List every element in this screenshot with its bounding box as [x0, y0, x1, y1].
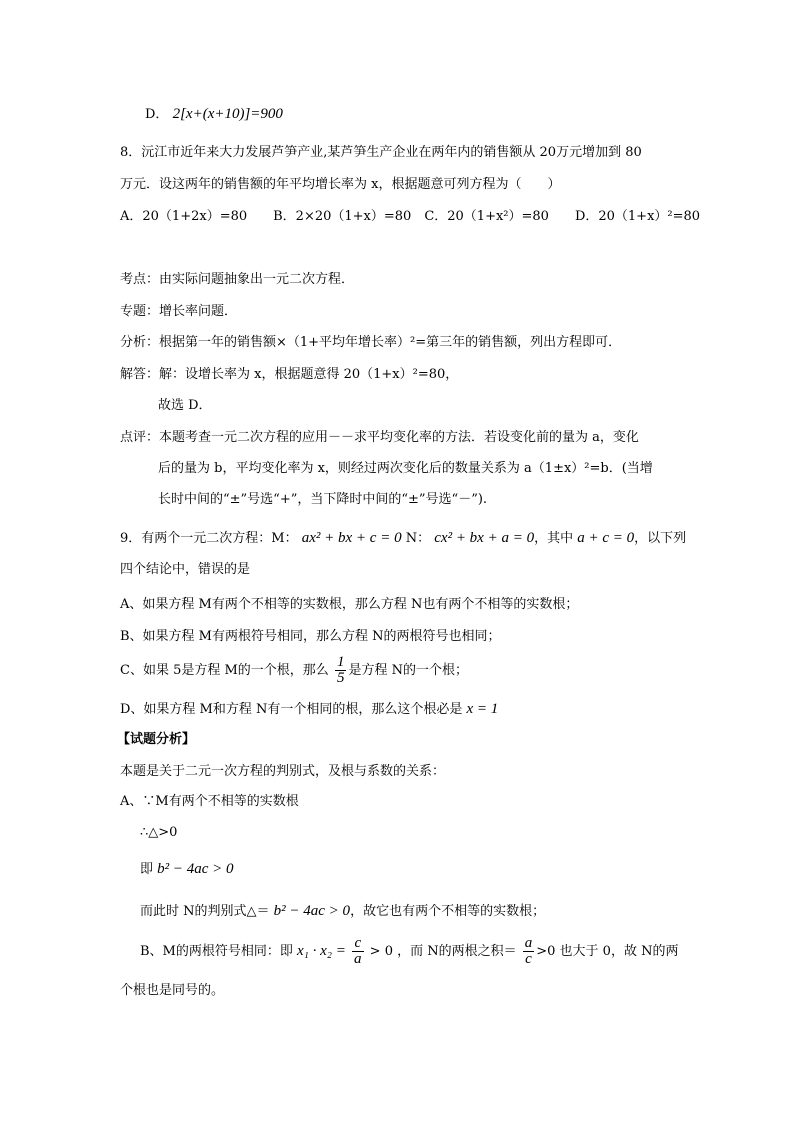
analysis-a-line1: A、∵M有两个不相等的实数根	[120, 794, 299, 809]
q9-equation-n: cx² + bx + a = 0	[434, 530, 535, 546]
analysis-b-fraction1-denominator: a	[354, 951, 362, 967]
q9-option-c-denominator: 5	[336, 670, 345, 686]
q8-dianping-line3: 长时中间的“±”号选“+”，当下降时中间的“±”号选“－”).	[158, 492, 488, 507]
analysis-b-fraction2-denominator: c	[525, 951, 532, 967]
analysis-b-line1-post: >0 也大于 0，故 N的两	[536, 944, 679, 959]
q8-dianping-line1: 点评：本题考查一元二次方程的应用－－求平均变化率的方法．若设变化前的量为 a，变化	[120, 430, 639, 445]
q9-equation-m: ax² + bx + c = 0	[301, 530, 402, 546]
analysis-b-fraction1-numerator: c	[352, 936, 364, 952]
q8-guxuan: 故选 D．	[158, 398, 212, 413]
q8-fenxi: 分析：根据第一年的销售额×（1+平均年增长率）²=第三年的销售额，列出方程即可．	[120, 335, 622, 350]
q7-option-d	[145, 104, 283, 125]
q8-stem-line1: 8．沅江市近年来大力发展芦笋产业,某芦笋生产企业在两年内的销售额从 20万元增加到 80	[120, 145, 642, 160]
q9-option-a: A、如果方程 M有两个不相等的实数根，那么方程 N也有两个不相等的实数根；	[120, 597, 579, 612]
analysis-a-line4-pre: 而此时 N的判别式△＝	[140, 904, 270, 919]
analysis-b-line1	[140, 936, 678, 967]
q9-option-d	[120, 699, 498, 720]
analysis-intro: 本题是关于二元一次方程的判别式，及根与系数的关系：	[120, 764, 446, 779]
q9-stem-a: 9．有两个一元二次方程：M：	[120, 531, 298, 546]
analysis-title: 【试题分析】	[117, 732, 196, 747]
q9-stem-line1	[120, 528, 686, 549]
q8-zhuanti: 专题：增长率问题．	[120, 304, 238, 319]
q8-kaodian: 考点：由实际问题抽象出一元二次方程．	[120, 272, 355, 287]
q9-stem-b: ，其中	[534, 531, 574, 546]
q8-options: A．20（1+2x）=80 B．2×20（1+x）=80 C．20（1+x²）=80 D．20（1+x）²=80	[120, 209, 701, 224]
q9-option-c-fraction	[335, 655, 347, 686]
q9-option-c	[120, 655, 468, 686]
q9-option-b: B、如果方程 M有两根符号相同，那么方程 N的两根符号也相同；	[120, 629, 501, 644]
analysis-b-fraction2-numerator: a	[524, 935, 533, 951]
analysis-a-line4-post: ，故它也有两个不相等的实数根；	[350, 904, 546, 919]
analysis-b-line1-pre: B、M的两根符号相同：即	[140, 944, 293, 959]
q9-option-d-pre: D、如果方程 M和方程 N有一个相同的根，那么这个根必是	[120, 702, 463, 717]
q8-stem-line2: 万元．设这两年的销售额的年平均增长率为 x，根据题意可列方程为（ ）	[120, 177, 561, 192]
analysis-b-line1-expr: x₁ · x₂ =	[297, 943, 346, 959]
analysis-b-line1-mid: > 0 ，而 N的两根之积＝	[369, 944, 517, 959]
q9-option-c-pre: C、如果 5是方程 M的一个根，那么	[120, 663, 329, 678]
analysis-b-fraction2	[523, 936, 535, 967]
analysis-a-line3-pre: 即	[140, 862, 154, 877]
q9-stem-line2: 四个结论中，错误的是	[120, 562, 251, 577]
analysis-a-line3	[140, 859, 234, 880]
q9-option-d-expr: x = 1	[466, 701, 499, 717]
q7-option-d-label: D．	[145, 107, 169, 122]
q7-option-d-expr: 2[x+(x+10)]=900	[172, 106, 283, 122]
analysis-a-line4	[140, 901, 545, 922]
q8-dianping-line2: 后的量为 b，平均变化率为 x，则经过两次变化后的数量关系为 a（1±x）²=b．(当增	[158, 461, 653, 476]
q9-option-c-post: 是方程 N的一个根；	[348, 663, 468, 678]
q9-option-c-numerator: 1	[336, 654, 345, 670]
analysis-a-line2: ∴△>0	[140, 825, 178, 840]
q9-stem-c: ，以下列	[634, 531, 687, 546]
q9-condition: a + c = 0	[577, 530, 635, 546]
q9-stem-n-label: N：	[405, 531, 431, 546]
analysis-b-fraction1	[352, 936, 364, 967]
analysis-a-line3-expr: b² − 4ac > 0	[157, 861, 234, 877]
analysis-a-line4-expr: b² − 4ac > 0	[273, 903, 351, 919]
analysis-b-line2: 个根也是同号的。	[120, 983, 225, 998]
q8-jieda: 解答：解：设增长率为 x，根据题意得 20（1+x）²=80，	[120, 367, 459, 382]
